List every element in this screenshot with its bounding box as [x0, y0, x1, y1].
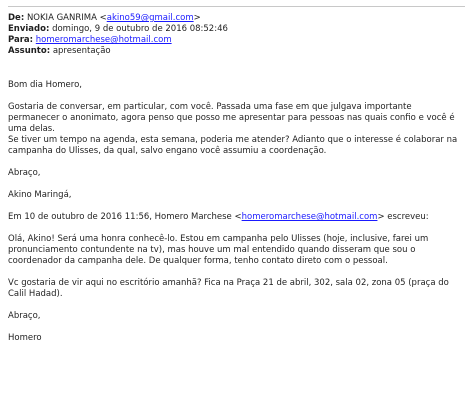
paragraph-2-line-3: coordenador da campanha dele. De qualquer forma, tenho contato direto com o pessoal.: [8, 256, 388, 266]
paragraph-1-line-5: campanha do Ulisses, da qual, salvo engano você assumiu a coordenação.: [8, 146, 327, 156]
signature-2: Homero: [8, 333, 42, 343]
quote-email-link[interactable]: homeromarchese@hotmail.com: [241, 212, 378, 222]
closing-1: Abraço,: [8, 168, 41, 178]
top-divider: [8, 6, 465, 7]
paragraph-2-line-2: pronunciamento contundente na tv), mas houve um mal entendido quando disseram que sou o: [8, 245, 416, 255]
to-line: [8, 35, 463, 46]
from-name: NOKIA GANRIMA: [26, 13, 97, 23]
paragraph-1-line-1: Gostaria de conversar, em particular, com você. Passada uma fase em que julgava importante: [8, 102, 412, 112]
sent-label: Enviado:: [8, 24, 50, 34]
sent-line: [8, 24, 463, 35]
from-label: De:: [8, 13, 25, 23]
quote-prefix: Em 10 de outubro de 2016 11:56, Homero Marchese <: [8, 212, 242, 222]
subject-label: Assunto:: [8, 46, 51, 56]
greeting: Bom dia Homero,: [8, 80, 82, 90]
closing-2: Abraço,: [8, 311, 41, 321]
paragraph-2-line-1: Olá, Akino! Será uma honra conhecê-lo. Estou em campanha pelo Ulisses (hoje, inclusive, farei um: [8, 234, 429, 244]
email-body: [8, 80, 465, 344]
paragraph-1-line-2: permanecer o anonimato, agora penso que posso me apresentar para pessoas nas quais confio e você é: [8, 113, 455, 123]
signature-1: Akino Maringá,: [8, 190, 72, 200]
to-label: Para:: [8, 35, 34, 45]
subject-line: [8, 46, 463, 57]
email-header: [8, 13, 463, 57]
quote-header: [8, 212, 465, 223]
quote-suffix: > escreveu:: [377, 212, 429, 222]
from-email-link[interactable]: akino59@gmail.com: [106, 13, 194, 23]
sent-value: domingo, 9 de outubro de 2016 08:52:46: [52, 24, 228, 34]
from-line: De: NOKIA GANRIMA <akino59@gmail.com>: [8, 13, 201, 23]
paragraph-1-line-3: uma delas.: [8, 124, 55, 134]
paragraph-1-line-4: Se tiver um tempo na agenda, esta semana, poderia me atender? Adianto que o interesse é colaborar na: [8, 135, 458, 145]
paragraph-3-line-2: Calil Hadad).: [8, 289, 63, 299]
paragraph-3-line-1: Vc gostaria de vir aqui no escritório amanhã? Fica na Praça 21 de abril, 302, sala 02, zona 05 (praça do: [8, 278, 449, 288]
subject-value: apresentação: [52, 46, 111, 56]
to-email-link[interactable]: homeromarchese@hotmail.com: [35, 35, 172, 45]
